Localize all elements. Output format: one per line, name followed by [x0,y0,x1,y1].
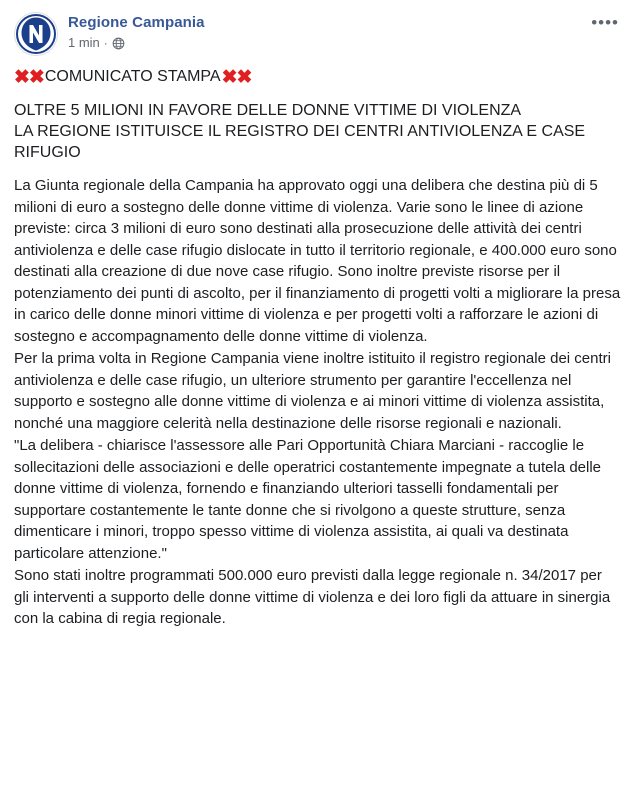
page-name[interactable]: Regione Campania [68,14,205,31]
globe-icon[interactable] [112,37,125,50]
post-title-line-2: LA REGIONE ISTITUISCE IL REGISTRO DEI CENTRI ANTIVIOLENZA E CASE RIFUGIO [14,123,586,161]
cross-mark-left-icon: ✖✖ [14,66,44,88]
meta-separator-dot: · [103,36,108,50]
post-title-line-1: OLTRE 5 MILIONI IN FAVORE DELLE DONNE VITTIME DI VIOLENZA [14,102,522,119]
post-paragraph: Per la prima volta in Regione Campania viene inoltre istituito il registro regionale dei centri antiviolenza e delle case rifugio, un ulteriore strumento per garantire l'eccellenza nel supporto e sostegno alle donne vittime di violenza e ai minori vittime di violenza assistita, nonché una maggiore celerità nella destinazione delle risorse regionali e nazionali. [14,350,611,432]
post-header-text [68,12,205,51]
regione-campania-logo-icon [16,14,56,54]
post-title [14,100,621,163]
post-paragraph: La Giunta regionale della Campania ha approvato oggi una delibera che destina più di 5 milioni di euro a sostegno delle donne vittime di violenza. Varie sono le linee di azione previste: circa 3 milioni di euro sono destinati alla prosecuzione delle attività dei centri antiviolenza e delle case rifugio dislocate in tutto il territorio regionale, e 400.000 euro sono destinati alla creazione di due nove case rifugio. Sono inoltre previste risorse per il potenziamento dei punti di ascolto, per il finanziamento di progetti volti a migliorare la presa in carico delle donne minori vittime di violenza e per progetti volti a rafforzare le azioni di sostegno e accompagnamento delle donne vittime di violenza. [14,177,621,345]
cross-mark-right-icon: ✖✖ [221,66,252,88]
post-timestamp[interactable]: 1 min [68,35,100,50]
more-options-icon[interactable]: •••• [591,13,619,32]
post-paragraph: "La delibera - chiarisce l'assessore alle Pari Opportunità Chiara Marciani - raccoglie le sollecitazioni delle associazioni e delle operatrici costantemente impegnate a tutela delle donne vittime di violenza, fornendo e finanziando ulteriori tasselli fondamentali per supportare costantemente le tante donne che si rivolgono a queste strutture, senza dimenticare i minori, troppo spesso vittime di violenza assistita, ai quali va destinata particolare attenzione." [14,437,602,562]
post-message [14,66,621,637]
post-meta [68,35,205,51]
press-release-headline [14,66,621,88]
press-release-label: COMUNICATO STAMPA [44,68,221,85]
post-paragraph: Sono stati inoltre programmati 500.000 euro previsti dalla legge regionale n. 34/2017 per gli interventi a supporto delle donne vittime di violenza e dei loro figli da attuare in sinergia con la cabina di regia regionale. [14,567,611,627]
avatar[interactable] [14,12,58,56]
post-header [14,12,621,56]
